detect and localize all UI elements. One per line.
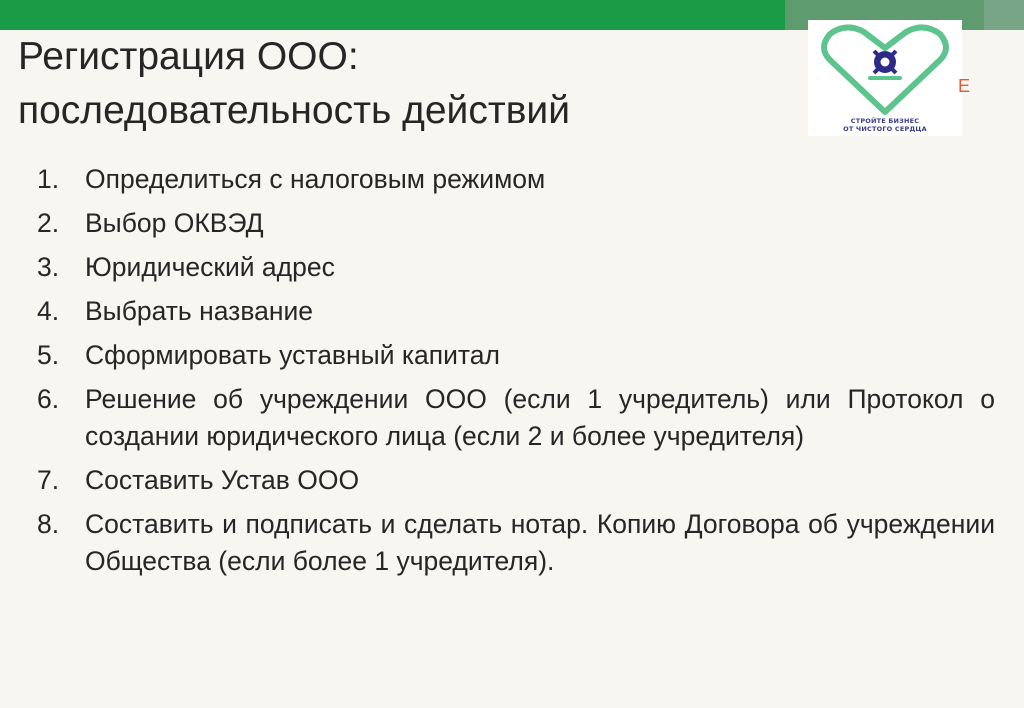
item-number: 1. [37,164,60,194]
logo-caption-line2: ОТ ЧИСТОГО СЕРДЦА [843,125,927,133]
item-number: 7. [37,465,60,495]
title-line-2: последовательность действий [18,89,570,132]
list-item [37,161,995,198]
list-item [37,293,995,330]
item-text: Юридический адрес [85,252,335,282]
item-text: Выбрать название [85,296,314,326]
steps-list [37,161,995,587]
logo-accent-mark: E [958,76,971,96]
item-number: 5. [37,340,60,370]
title-line-1: Регистрация ООО: [18,35,359,78]
item-number: 6. [37,384,60,414]
item-number: 2. [37,208,60,238]
item-text: Выбор ОКВЭД [85,208,264,238]
slide-title [18,30,570,138]
item-text: Составить Устав ООО [85,465,360,495]
item-number: 3. [37,252,60,282]
logo-caption-line1: СТРОЙТЕ БИЗНЕС [850,117,920,125]
item-text: Сформировать уставный капитал [85,340,500,370]
list-item [37,381,995,455]
item-number: 4. [37,296,60,326]
top-bar-end-segment [984,0,1024,30]
list-item [37,506,995,580]
company-logo [808,20,962,136]
list-item [37,337,995,374]
item-number: 8. [37,509,60,539]
item-text: Решение об учреждении ООО (если 1 учредитель) или Протокол о создании юридического лица (если 2 и более учредителя) [85,384,995,451]
item-text: Составить и подписать и сделать нотар. Копию Договора об учреждении Общества (если более 1 учредителя). [85,509,995,576]
list-item [37,205,995,242]
top-green-bar [0,0,785,30]
list-item [37,462,995,499]
item-text: Определиться с налоговым режимом [85,164,546,194]
list-item [37,249,995,286]
